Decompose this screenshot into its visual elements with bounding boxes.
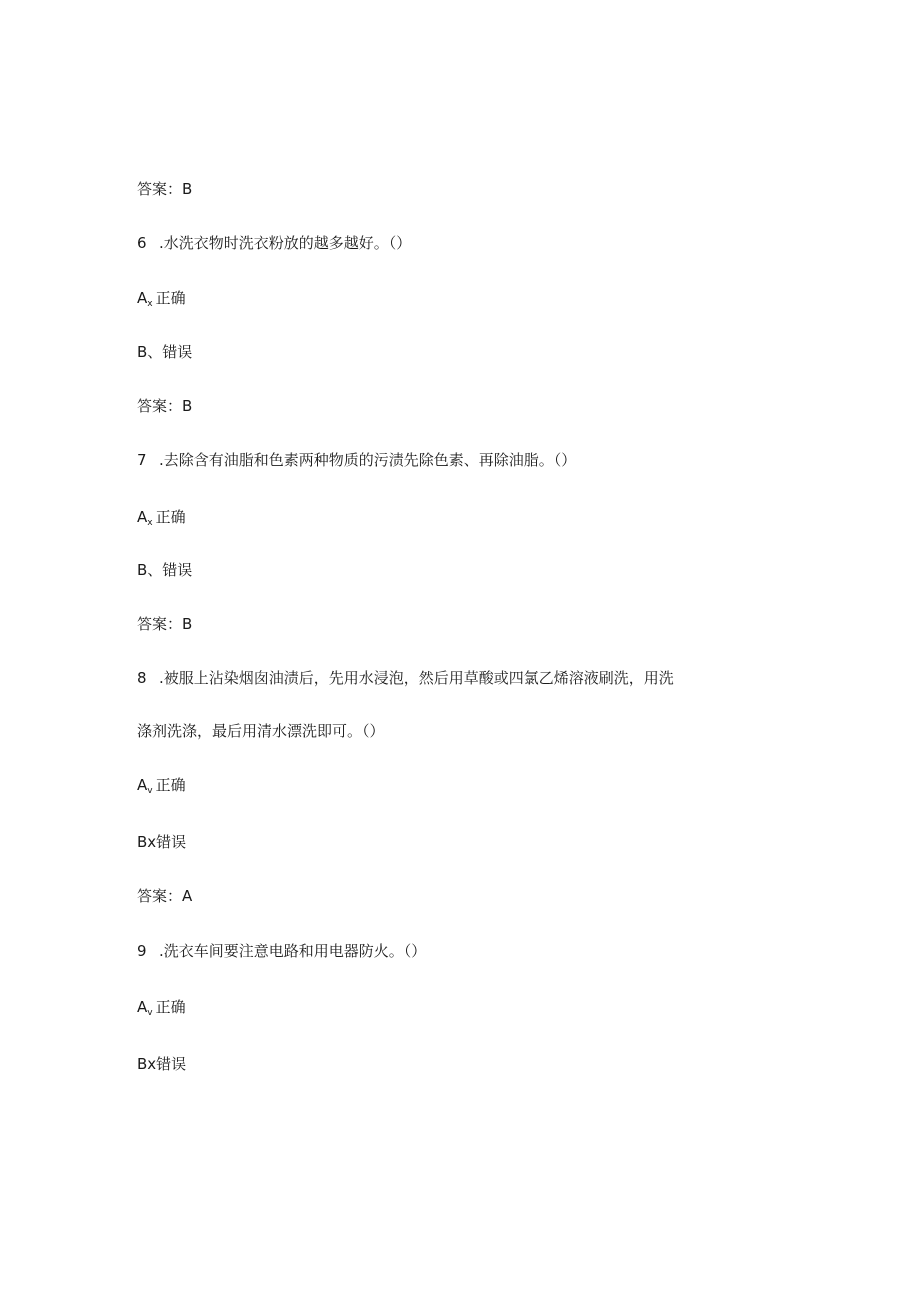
q9-option-a <box>137 997 186 1017</box>
option-text: 正确 <box>155 508 186 526</box>
option-letter: A <box>137 289 148 307</box>
option-text: 正确 <box>155 289 186 307</box>
question-number: 9 <box>137 942 147 960</box>
q7-option-a <box>137 507 186 527</box>
q6-option-b: B、错误 <box>137 343 193 361</box>
q7-option-b: B、错误 <box>137 561 193 579</box>
q9-option-b: Bx错误 <box>137 1055 187 1073</box>
option-separator: v <box>147 1008 153 1018</box>
question-text: .洗衣车间要注意电路和用电器防火。（） <box>159 942 427 960</box>
answer-q8: 答案：A <box>137 887 193 905</box>
option-separator: x <box>147 299 153 309</box>
option-letter: A <box>137 508 148 526</box>
question-number: 6 <box>137 234 147 252</box>
question-number: 8 <box>137 669 147 687</box>
option-text: 正确 <box>155 998 186 1016</box>
question-text: .水洗衣物时洗衣粉放的越多越好。（） <box>159 234 412 252</box>
answer-q7: 答案：B <box>137 615 193 633</box>
q8-option-a <box>137 775 186 795</box>
question-8 <box>137 668 674 688</box>
option-letter: A <box>137 776 148 794</box>
question-8-continued: 涤剂洗涤，最后用清水漂洗即可。（） <box>137 722 385 740</box>
question-number: 7 <box>137 451 147 469</box>
question-text: .去除含有油脂和色素两种物质的污渍先除色素、再除油脂。（） <box>159 451 577 469</box>
option-separator: v <box>147 786 153 796</box>
answer-q6: 答案：B <box>137 397 193 415</box>
answer-q5: 答案：B <box>137 180 193 198</box>
q6-option-a <box>137 288 186 308</box>
option-separator: x <box>147 518 153 528</box>
option-letter: A <box>137 998 148 1016</box>
question-6 <box>137 233 411 253</box>
question-7 <box>137 450 576 470</box>
option-text: 正确 <box>155 776 186 794</box>
q8-option-b: Bx错误 <box>137 833 187 851</box>
question-text: .被服上沾染烟囱油渍后，先用水浸泡，然后用草酸或四氯乙烯溶液刷洗，用洗 <box>159 669 674 687</box>
question-9 <box>137 941 426 961</box>
